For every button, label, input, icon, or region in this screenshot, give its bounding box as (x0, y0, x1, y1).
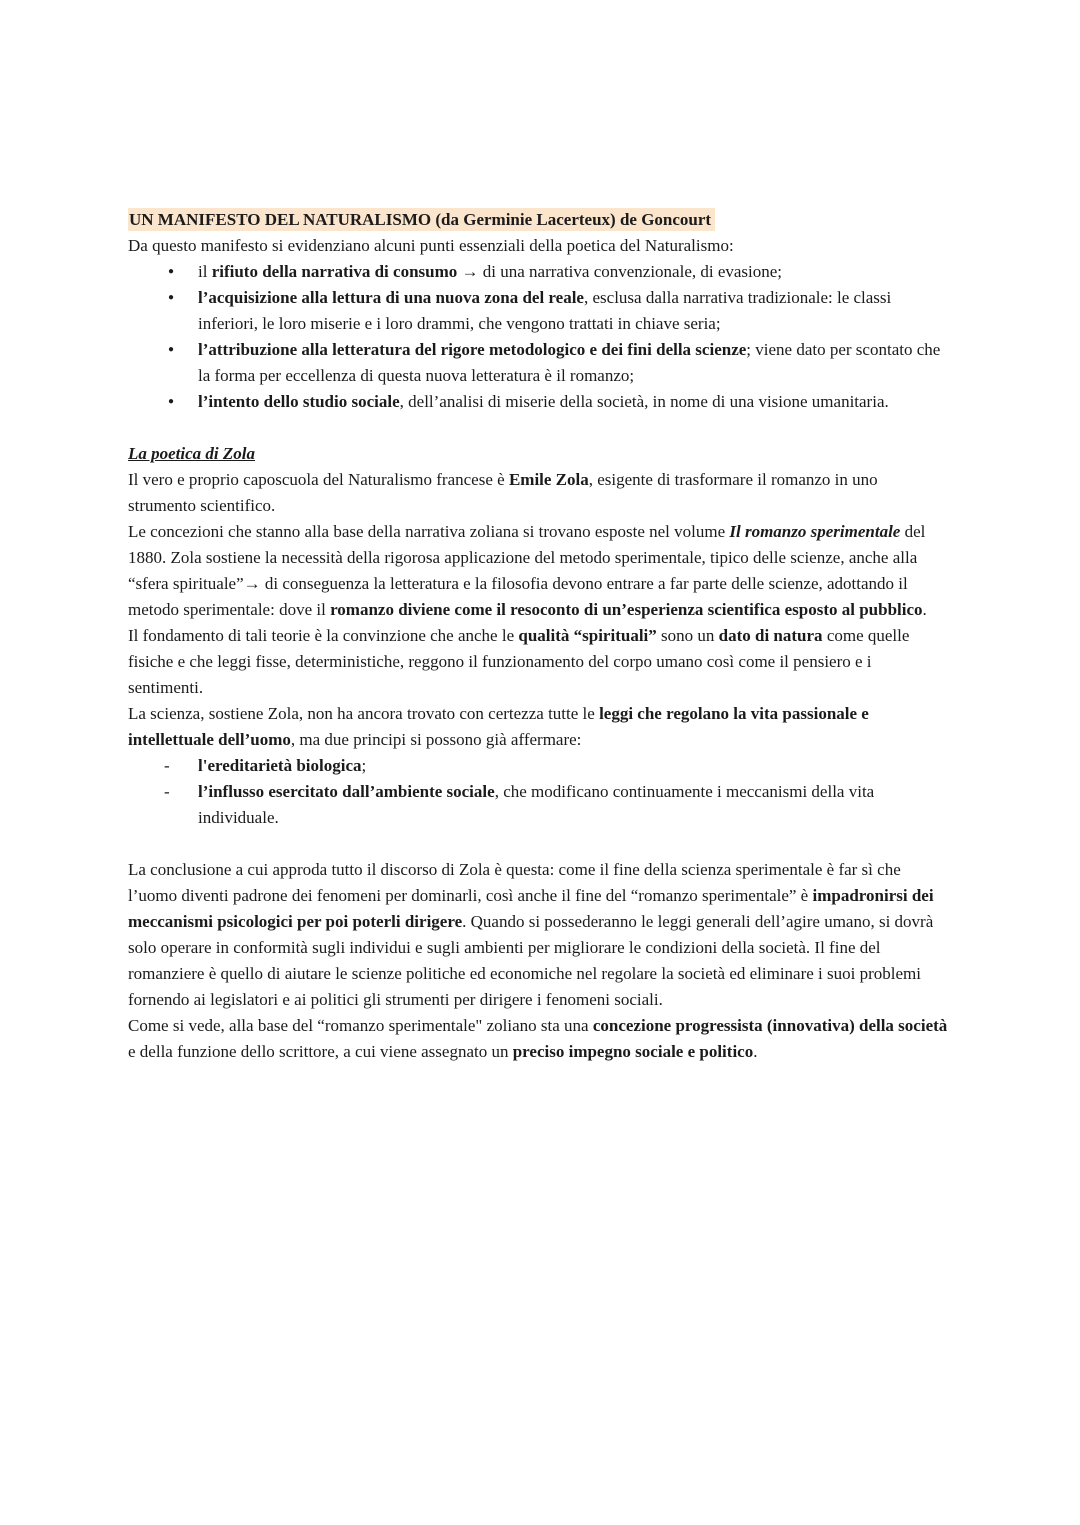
text-run: , ma due principi si possono già affermare: (290, 730, 582, 749)
bullet-item-2 (128, 285, 948, 337)
section-heading-zola (128, 441, 948, 467)
intro-paragraph (128, 233, 948, 259)
dash-item-2 (128, 779, 948, 831)
text-run: Le concezioni che stanno alla base della narrativa zoliana si trovano esposte nel volume (128, 522, 730, 541)
conclusione-paragraph (128, 857, 948, 1013)
document-content (128, 207, 948, 1065)
text-run: , che modificano continuamente i meccanismi della vita individuale. (198, 782, 875, 827)
text-run: sono un (656, 626, 719, 645)
document-title (128, 207, 948, 233)
bullet-marker: ● (168, 396, 175, 407)
text-run: l’acquisizione alla lettura di una nuova zona del reale (198, 288, 584, 307)
text-run: La conclusione a cui approda tutto il discorso di Zola è questa: come il fine della scienza sperimentale è far sì che l’uomo diventi padrone dei fenomeni per dominarli, così anche il fine del “romanzo sperimentale” è (128, 860, 901, 905)
text-run: La poetica di Zola (128, 444, 256, 463)
text-run: ; (361, 756, 367, 775)
text-run: Emile Zola (508, 470, 589, 489)
dash-item-1 (128, 753, 948, 779)
text-run: qualità “spirituali” (518, 626, 657, 645)
text-run: leggi che regolano la vita passionale e intellettuale dell’uomo (128, 704, 869, 749)
text-run: , esigente di trasformare il romanzo in uno strumento scientifico. (128, 470, 878, 515)
text-run: → di una narrativa convenzionale, di evasione; (457, 262, 783, 281)
dash-marker: - (164, 782, 170, 801)
text-run: rifiuto della narrativa di consumo (211, 262, 458, 281)
text-run: l'ereditarietà biologica (198, 756, 362, 775)
text-run: dato di natura (718, 626, 823, 645)
bullet-marker: ● (168, 344, 175, 355)
bullet-item-1 (128, 259, 948, 285)
text-run: e della funzione dello scrittore, a cui viene assegnato un (128, 1042, 513, 1061)
title-highlight (128, 208, 715, 231)
text-run: La scienza, sostiene Zola, non ha ancora trovato con certezza tutte le (128, 704, 600, 723)
text-run: . (922, 600, 927, 619)
text-run: ; viene dato per scontato che la forma per eccellenza di questa nuova letteratura è il romanzo; (198, 340, 941, 385)
text-run: preciso impegno sociale e politico (512, 1042, 754, 1061)
text-run: Il vero e proprio caposcuola del Naturalismo francese è (128, 470, 509, 489)
text-run: Il fondamento di tali teorie è la convinzione che anche le (128, 626, 519, 645)
text-run: , esclusa dalla narrativa tradizionale: le classi inferiori, le loro miserie e i loro drammi, che vengono trattati in chiave seria; (198, 288, 892, 333)
bullet-item-3 (128, 337, 948, 389)
romanzo-sperimentale-paragraph (128, 519, 948, 623)
text-run: concezione progressista (innovativa) della società (592, 1016, 948, 1035)
text-run: . (753, 1042, 758, 1061)
blank-line-2 (128, 831, 948, 857)
come-si-vede-paragraph (128, 1013, 948, 1065)
text-run: come quelle fisiche e che leggi fisse, deterministiche, reggono il funzionamento del corpo umano così come il pensiero e i sentimenti. (128, 626, 910, 697)
scienza-paragraph (128, 701, 948, 753)
fondamento-paragraph (128, 623, 948, 701)
text-run: impadronirsi dei meccanismi psicologici per poi poterli dirigere (128, 886, 934, 931)
text-run: , dell’analisi di miserie della società, in nome di una visione umanitaria. (399, 392, 889, 411)
bullet-marker: ● (168, 292, 175, 303)
text-run: l’attribuzione alla letteratura del rigore metodologico e dei fini della scienze (198, 340, 747, 359)
zola-intro-paragraph (128, 467, 948, 519)
text-run: . Quando si possederanno le leggi generali dell’agire umano, si dovrà solo operare in conformità sugli individui e sugli ambienti per migliorare le condizioni della società. Il fine del romanziere è quello di aiutare le scienze politiche ed economiche nel regolare la società ed eliminare i suoi problemi fornendo ai legislatori e ai politici gli strumenti per dirigere i fenomeni sociali. (128, 912, 934, 1009)
text-run: del 1880. Zola sostiene la necessità della rigorosa applicazione del metodo sperimentale, tipico delle scienze, anche alla “sfera spirituale”→ di conseguenza la letteratura e la filosofia devono entrare a far parte delle scienze, adottando il metodo sperimentale: dove il (128, 522, 926, 619)
text-run: il (198, 262, 212, 281)
text-run: UN MANIFESTO DEL NATURALISMO (da Germinie Lacerteux) de Goncourt (129, 210, 712, 229)
text-run: romanzo diviene come il resoconto di un’esperienza scientifica esposto al pubblico (330, 600, 923, 619)
text-run: Come si vede, alla base del “romanzo sperimentale" zoliano sta una (128, 1016, 593, 1035)
bullet-marker: ● (168, 266, 175, 277)
dash-marker: - (164, 756, 170, 775)
bullet-item-4 (128, 389, 948, 415)
blank-line-1 (128, 415, 948, 441)
text-run: Da questo manifesto si evidenziano alcuni punti essenziali della poetica del Naturalismo: (128, 236, 734, 255)
text-run: Il romanzo sperimentale (729, 522, 901, 541)
text-run: l’intento dello studio sociale (198, 392, 400, 411)
text-run: l’influsso esercitato dall’ambiente sociale (198, 782, 495, 801)
